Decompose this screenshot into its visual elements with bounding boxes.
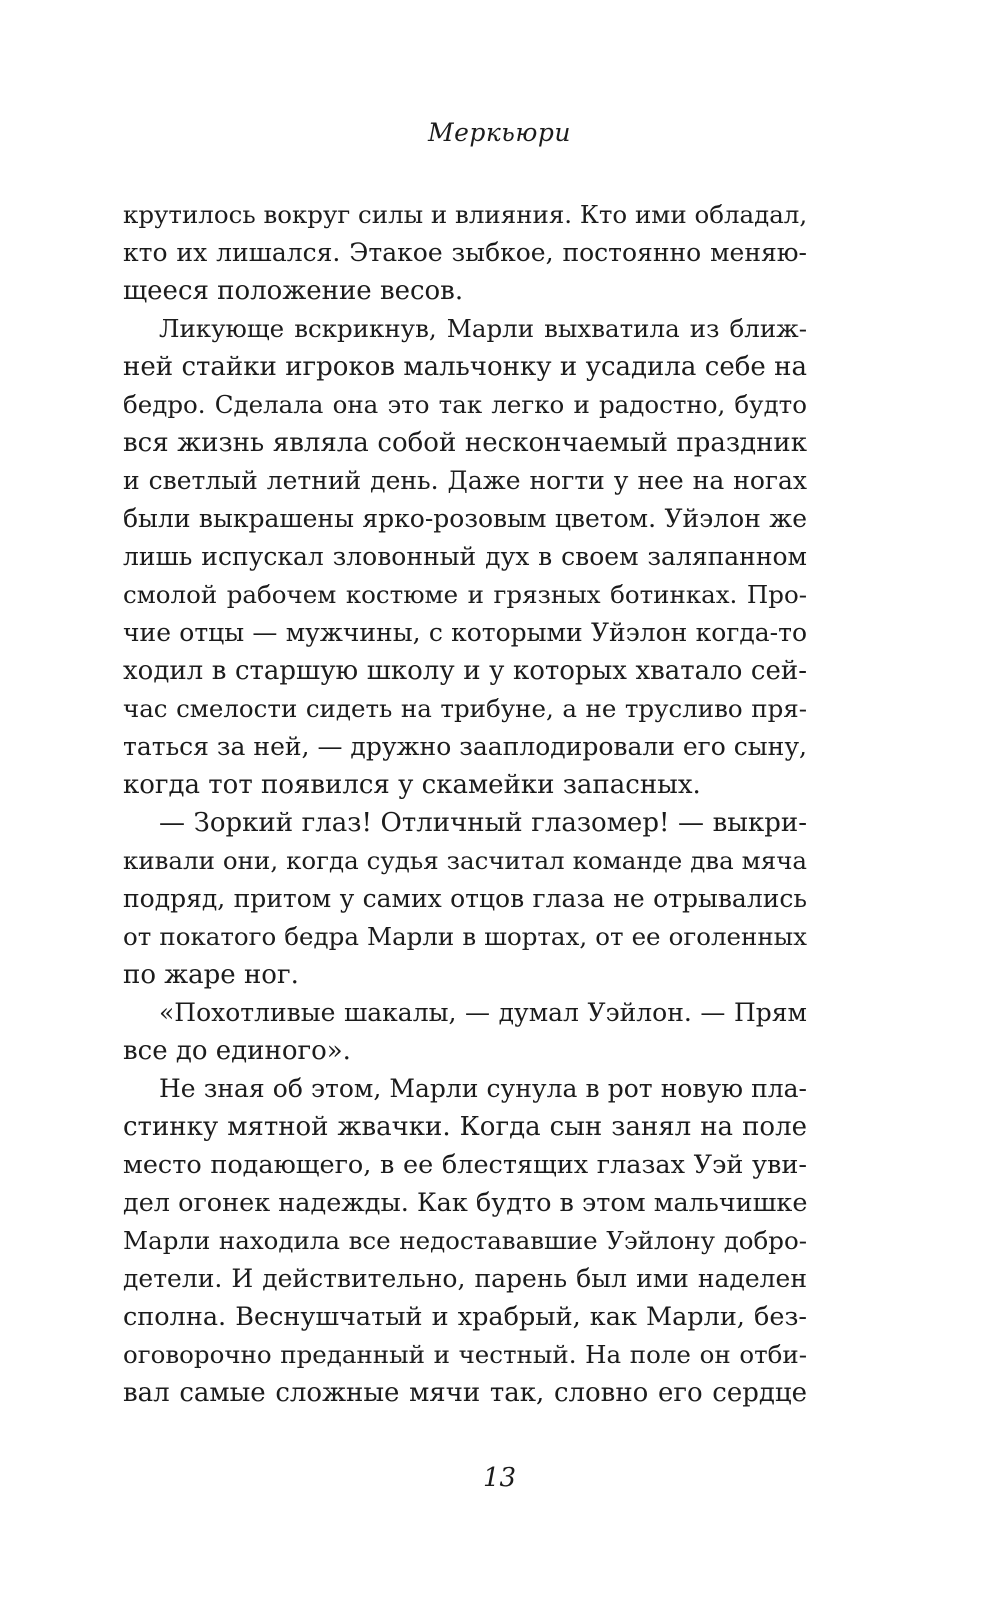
text-line: крутилось вокруг силы и влияния. Кто ими обладал, xyxy=(123,200,808,229)
text-line: ходил в старшую школу и у которых хватало сей- xyxy=(123,656,807,686)
text-line: детели. И действительно, парень был ими наделен xyxy=(123,1264,807,1293)
text-line: бедро. Сделала она это так легко и радостно, будто xyxy=(123,390,807,419)
body-text xyxy=(123,196,807,1412)
text-line: кивали они, когда судья засчитал команде два мяча xyxy=(123,846,807,875)
page-number: 13 xyxy=(482,1463,517,1493)
text-line: стинку мятной жвачки. Когда сын занял на поле xyxy=(123,1112,807,1142)
text-line: кто их лишался. Этакое зыбкое, постоянно меняю- xyxy=(123,238,807,267)
text-line: — Зоркий глаз! Отличный глазомер! — выкри- xyxy=(159,808,807,838)
text-line: были выкрашены ярко-розовым цветом. Уйэлон же xyxy=(123,504,807,533)
text-line: Ликующе вскрикнув, Марли выхватила из ближ- xyxy=(159,314,807,343)
text-line: подряд, притом у самих отцов глаза не отрывались xyxy=(123,884,807,913)
text-line: когда тот появился у скамейки запасных. xyxy=(123,770,701,800)
text-line: сполна. Веснушчатый и храбрый, как Марли, без- xyxy=(123,1302,807,1332)
text-line: ней стайки игроков мальчонку и усадила себе на xyxy=(123,352,807,382)
text-line: час смелости сидеть на трибуне, а не трусливо пря- xyxy=(123,694,807,723)
running-head: Меркьюри xyxy=(427,118,572,147)
text-line: щееся положение весов. xyxy=(123,276,464,306)
text-line: смолой рабочем костюме и грязных ботинках. Про- xyxy=(123,580,807,609)
text-line: место подающего, в ее блестящих глазах Уэй уви- xyxy=(123,1150,807,1180)
text-line: таться за ней, — дружно зааплодировали его сыну, xyxy=(123,732,807,761)
text-line: дел огонек надежды. Как будто в этом мальчишке xyxy=(123,1188,808,1218)
text-line: по жаре ног. xyxy=(123,960,299,990)
text-line: чие отцы — мужчины, с которыми Уйэлон когда-то xyxy=(123,618,807,647)
text-line: вал самые сложные мячи так, словно его сердце xyxy=(123,1378,807,1408)
text-line: все до единого». xyxy=(123,1036,351,1066)
text-line: Не зная об этом, Марли сунула в рот новую пла- xyxy=(159,1074,807,1103)
text-line: вся жизнь являла собой нескончаемый праздник xyxy=(123,428,807,458)
text-line: лишь испускал зловонный дух в своем заляпанном xyxy=(123,542,807,571)
text-line: Марли находила все недостававшие Уэйлону добро- xyxy=(123,1226,807,1255)
text-line: и светлый летний день. Даже ногти у нее на ногах xyxy=(123,466,807,495)
text-line: «Похотливые шакалы, — думал Уэйлон. — Прям xyxy=(159,998,807,1027)
text-line: от покатого бедра Марли в шортах, от ее оголенных xyxy=(123,922,807,951)
text-line: оговорочно преданный и честный. На поле он отби- xyxy=(123,1340,807,1369)
